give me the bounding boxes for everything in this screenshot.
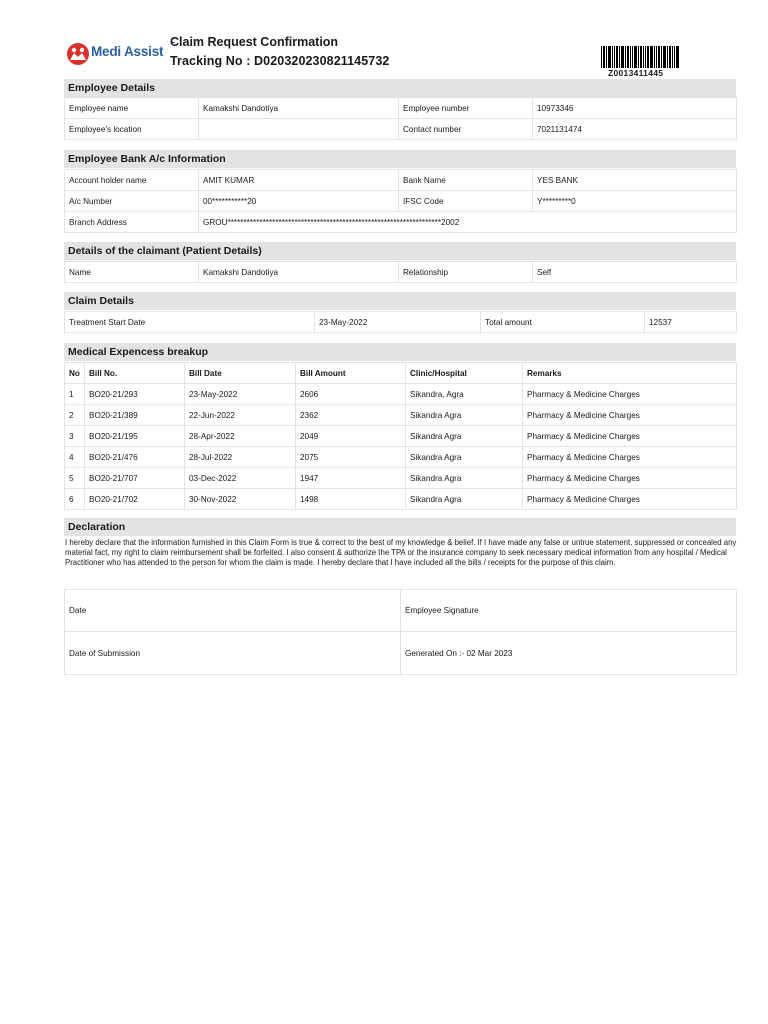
bill-no: BO20-21/293: [85, 384, 185, 405]
logo-text: Medi Assist: [91, 44, 164, 59]
claimant-table: [64, 261, 737, 283]
document-title: Claim Request Confirmation: [170, 35, 339, 49]
remarks: Pharmacy & Medicine Charges: [523, 468, 737, 489]
table-row: [65, 632, 737, 675]
remarks: Pharmacy & Medicine Charges: [523, 405, 737, 426]
generated-on-label: Generated On :- 02 Mar 2023: [401, 632, 737, 675]
date-of-submission-label: Date of Submission: [65, 632, 401, 675]
bill-date: 03-Dec-2022: [185, 468, 296, 489]
bill-no: BO20-21/195: [85, 426, 185, 447]
document-header: [0, 0, 768, 80]
table-row: [65, 312, 737, 333]
bill-no: BO20-21/707: [85, 468, 185, 489]
bill-date: 28-Apr-2022: [185, 426, 296, 447]
relationship-label: Relationship: [399, 262, 533, 283]
employee-number-label: Employee number: [399, 98, 533, 119]
ifsc-code-label: IFSC Code: [399, 191, 533, 212]
account-holder-value: AMIT KUMAR: [199, 170, 399, 191]
row-no: 2: [65, 405, 85, 426]
table-header-row: [65, 363, 737, 384]
bank-info-table: [64, 169, 737, 233]
table-row: [65, 119, 737, 140]
contact-number-value: 7021131474: [533, 119, 737, 140]
table-row: [65, 426, 737, 447]
table-row: [65, 489, 737, 510]
declaration-heading: Declaration: [64, 518, 736, 536]
barcode-icon: [601, 46, 679, 68]
clinic-hospital: Sikandra Agra: [406, 468, 523, 489]
account-number-label: A/c Number: [65, 191, 199, 212]
table-row: [65, 405, 737, 426]
column-header: Bill Date: [185, 363, 296, 384]
signature-table: [64, 589, 737, 675]
claimant-heading: Details of the claimant (Patient Details): [64, 242, 736, 260]
remarks: Pharmacy & Medicine Charges: [523, 384, 737, 405]
remarks: Pharmacy & Medicine Charges: [523, 426, 737, 447]
bill-no: BO20-21/389: [85, 405, 185, 426]
employee-name-label: Employee name: [65, 98, 199, 119]
column-header: Bill Amount: [296, 363, 406, 384]
table-row: [65, 191, 737, 212]
clinic-hospital: Sikandra Agra: [406, 489, 523, 510]
bill-date: 28-Jul-2022: [185, 447, 296, 468]
declaration-text: I hereby declare that the information furnished in this Claim Form is true & correct to the best of my knowledge & belief. If I have made any false or untrue statement, suppressed or concealed any material fact, my right to claim reimbursement shall be forfeited. I also consent & authorize the TPA or the insurance company to seek necessary medical information from any hospital / Medical Practitioner who has attended to the person for whom the claim is made. I hereby declare that I have included all the bills / receipts for the purpose of this claim.: [65, 538, 737, 567]
row-no: 4: [65, 447, 85, 468]
bill-amount: 2075: [296, 447, 406, 468]
claim-details-heading: Claim Details: [64, 292, 736, 310]
bill-amount: 2606: [296, 384, 406, 405]
column-header: Remarks: [523, 363, 737, 384]
relationship-value: Self: [533, 262, 737, 283]
table-row: [65, 468, 737, 489]
logo-mark-icon: [66, 42, 90, 66]
clinic-hospital: Sikandra, Agra: [406, 384, 523, 405]
bill-date: 22-Jun-2022: [185, 405, 296, 426]
bill-amount: 1498: [296, 489, 406, 510]
table-row: [65, 212, 737, 233]
employee-location-value: [199, 119, 399, 140]
employee-location-label: Employee's location: [65, 119, 199, 140]
claim-details-table: [64, 311, 737, 333]
column-header: Bill No.: [85, 363, 185, 384]
tracking-number: Tracking No : D020320230821145732: [170, 54, 390, 68]
total-amount-value: 12537: [645, 312, 737, 333]
row-no: 5: [65, 468, 85, 489]
bank-name-value: YES BANK: [533, 170, 737, 191]
ifsc-code-value: Y*********0: [533, 191, 737, 212]
bank-info-heading: Employee Bank A/c Information: [64, 150, 736, 168]
table-row: [65, 384, 737, 405]
employee-number-value: 10973346: [533, 98, 737, 119]
account-holder-label: Account holder name: [65, 170, 199, 191]
barcode-number: Z0013411445: [608, 68, 664, 78]
row-no: 1: [65, 384, 85, 405]
table-row: [65, 98, 737, 119]
employee-details-table: [64, 97, 737, 140]
branch-address-value: GROU*******************************************************************2002: [199, 212, 737, 233]
claimant-name-label: Name: [65, 262, 199, 283]
table-row: [65, 590, 737, 632]
bill-amount: 2362: [296, 405, 406, 426]
row-no: 6: [65, 489, 85, 510]
bill-amount: 1947: [296, 468, 406, 489]
total-amount-label: Total amount: [481, 312, 645, 333]
bill-no: BO20-21/476: [85, 447, 185, 468]
bank-name-label: Bank Name: [399, 170, 533, 191]
table-row: [65, 170, 737, 191]
clinic-hospital: Sikandra Agra: [406, 447, 523, 468]
claimant-name-value: Kamakshi Dandotiya: [199, 262, 399, 283]
bill-date: 23-May-2022: [185, 384, 296, 405]
bill-date: 30-Nov-2022: [185, 489, 296, 510]
column-header: No: [65, 363, 85, 384]
clinic-hospital: Sikandra Agra: [406, 426, 523, 447]
breakup-heading: Medical Expencess breakup: [64, 343, 736, 361]
employee-signature-label: Employee Signature: [401, 590, 737, 632]
employee-name-value: Kamakshi Dandotiya: [199, 98, 399, 119]
contact-number-label: Contact number: [399, 119, 533, 140]
bill-amount: 2049: [296, 426, 406, 447]
medi-assist-logo: [66, 42, 176, 66]
date-label: Date: [65, 590, 401, 632]
bill-no: BO20-21/702: [85, 489, 185, 510]
column-header: Clinic/Hospital: [406, 363, 523, 384]
row-no: 3: [65, 426, 85, 447]
treatment-start-label: Treatment Start Date: [65, 312, 315, 333]
treatment-start-value: 23-May-2022: [315, 312, 481, 333]
account-number-value: 00***********20: [199, 191, 399, 212]
remarks: Pharmacy & Medicine Charges: [523, 489, 737, 510]
clinic-hospital: Sikandra Agra: [406, 405, 523, 426]
table-row: [65, 262, 737, 283]
employee-details-heading: Employee Details: [64, 79, 736, 97]
table-row: [65, 447, 737, 468]
breakup-table: [64, 362, 737, 510]
branch-address-label: Branch Address: [65, 212, 199, 233]
remarks: Pharmacy & Medicine Charges: [523, 447, 737, 468]
